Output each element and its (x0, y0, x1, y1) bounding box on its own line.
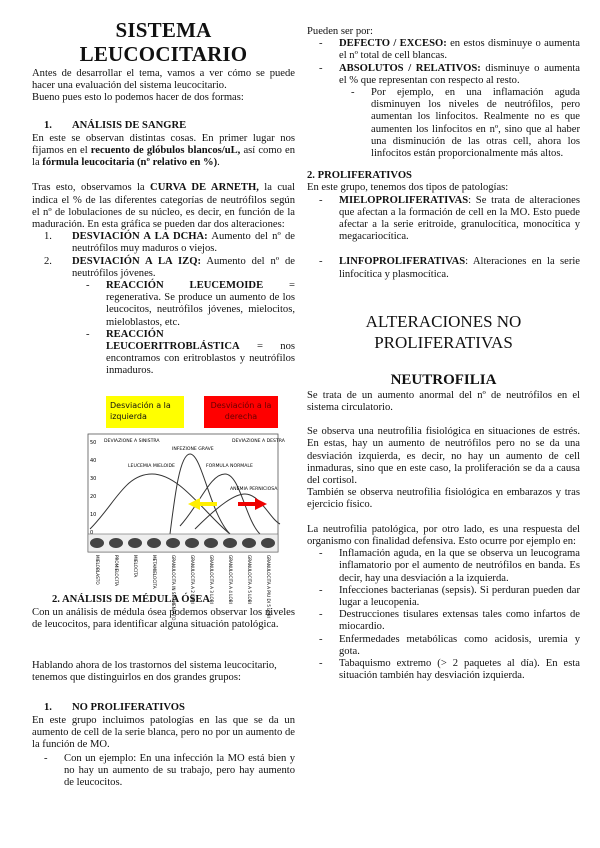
sub-item (74, 280, 295, 329)
y-tick-label: 40 (90, 457, 97, 464)
causes-block (307, 26, 580, 160)
text: : Alteraciones en la serie linfocítica y plasmocítica. (339, 256, 580, 280)
section-heading-prolif: 2. PROLIFERATIVOS (307, 170, 412, 182)
y-tick-label: 20 (90, 493, 97, 500)
section-heading-marrow: 2. ANÁLISIS DE MÉDULA ÓSEA (52, 593, 211, 605)
arneth-paragraph (32, 182, 295, 231)
nonprolif-example (32, 753, 295, 790)
bold-text: DESVIACIÓN A LA IZQ: (72, 255, 201, 267)
text: = nos encontramos con eritroblastos y neutrófilos inmaduros. (106, 341, 295, 377)
bold-text: DESVIACIÓN A LA DCHA: (72, 231, 208, 243)
text: Enfermedades metabólicas como acidosis, uremia y gota. (339, 633, 580, 657)
cell-label: METAMIELOCITA (152, 554, 157, 589)
causes-intro: Pueden ser por: (307, 26, 373, 37)
sub-item (307, 87, 580, 160)
bold-text: recuento de glóbulos blancos/uL, (90, 145, 241, 157)
cell-icon (147, 538, 161, 548)
curve-label: DEVIAZIONE A SINISTRA (104, 438, 160, 444)
prolif-list (307, 195, 580, 281)
dash: - (86, 280, 90, 292)
left-shift-label: Desviación a la izquierda (106, 396, 184, 428)
text: Inflamación aguda, en la que se observa un leucograma inflamatorio por el aumento de neutrófilos en banda. Es decir, hay una desviación a la izquierda. (339, 548, 580, 584)
right-arrow (238, 498, 267, 510)
right-shift-label: Desviación a la derecha (204, 396, 278, 428)
text: la cual indica el % de las diferentes categorías de neutrófilos según el nº de lobulaciones de su núcleo, es decir, en función de la maduración. En esta gráfica se pueden dar dos alteraciones: (32, 182, 295, 231)
cell-icon (261, 538, 275, 548)
prolif-intro: En este grupo, tenemos dos tipos de patologías: (307, 182, 509, 194)
bold-text: MIELOPROLIFERATIVAS (339, 194, 469, 206)
cell-label: PROMIELOCITA (114, 554, 119, 586)
list-item (307, 256, 580, 280)
list-item (307, 658, 580, 682)
neutrofilia-p1: Se trata de un aumento anormal del nº de neutrófilos en el sistema circulatorio. (307, 389, 580, 414)
bold-text: LINFOPROLIFERATIVAS (339, 256, 466, 268)
dash: - (319, 256, 323, 268)
section-title: NO PROLIFERATIVOS (72, 701, 185, 713)
cell-label: GRANULOCITA A 4 LOBI (228, 554, 233, 604)
cell-icon (204, 538, 218, 548)
y-tick-label: 30 (90, 475, 97, 482)
section-heading-nonprolif (32, 702, 295, 714)
cell-icon (223, 538, 237, 548)
cell-icon (128, 538, 142, 548)
text: Con un ejemplo: En una infección la MO está bien y no hay un aumento de su trabajo, pero hay aumento de leucocitos. (64, 752, 295, 788)
section-number: 1. (44, 701, 52, 713)
disorders-paragraph: Hablando ahora de los trastornos del sistema leucocitario, tenemos que distinguirlos en dos grandes grupos: (32, 660, 277, 684)
section-number: 1. (44, 119, 52, 131)
item-number: 1. (44, 231, 52, 243)
neutrofilia-p4: La neutrofilia patológica, por otro lado, es una respuesta del organismo con finalidad defensiva. Esto ocurre por ejemplo en: (307, 523, 580, 547)
heading-neutrofilia: NEUTROFILIA (390, 371, 497, 388)
nonprolif-paragraph: En este grupo incluimos patologías en las que se da un aumento de cell de la serie blanca, pero no por un aumento de la función de MO. (32, 714, 295, 751)
cell-icon (185, 538, 199, 548)
list-item (32, 256, 295, 280)
text: Aumento del nº de neutrófilos muy maduros o viejos. (72, 231, 295, 255)
cell-label: GRANULOCITA A 5 LOBI (247, 554, 252, 604)
dash: - (86, 328, 90, 340)
cell-label: GRANULOCITA A PIU DI 5 LOBI (266, 554, 271, 618)
cell-label: GRANULOCITA A 2 LOBI (190, 554, 195, 604)
dash: - (44, 752, 48, 764)
sub-item (74, 329, 295, 378)
intro (32, 68, 295, 105)
dash: - (319, 548, 323, 560)
dash: - (351, 87, 355, 99)
cell-label: GRANULOCITA IN SEGMENTATO (171, 554, 176, 621)
neutrofilia-p3: También se observa neutrofilia fisiológica en embarazos y tras ejercicio físico. (307, 487, 580, 511)
curve-label: LEUCEMIA MIELOIDE (128, 463, 175, 469)
text: = regenerativa. Se produce un aumento de los leucocitos, neutrófilos jóvenes, mielocitos, mieloblastos, etc. (106, 280, 295, 328)
intro-text: Antes de desarrollar el tema, vamos a ver cómo se puede hacer una evaluación del sistema leucocitario. (32, 68, 295, 92)
y-tick-label: 10 (90, 511, 97, 518)
blood-paragraph (32, 133, 295, 170)
curve-label: INFEZIONE GRAVE (172, 446, 214, 452)
alterations-list (32, 231, 295, 377)
text: Por ejemplo, en una inflamación aguda disminuyen los niveles de neutrófilos, pero aumentan los linfocitos. Realmente no es que aumenten los linfocitos en nº, sino que al haber una disminución de las otras cell, ahora los linfocitos están proporcionalmente más altos. (371, 87, 580, 160)
bold-text: DEFECTO / EXCESO: (339, 38, 447, 50)
text: Tabaquismo extremo (> 2 paquetes al día). En esta situación también hay desviación izquierda. (339, 657, 580, 682)
text: . (217, 157, 220, 169)
dash: - (319, 194, 323, 206)
left-arrow (188, 498, 217, 510)
text: : Se trata de alteraciones que afectan a la formación de cell en la MO. Esto puede afectar a la serie eritroide, granulocítica, monocítica y megacariocítica. (339, 194, 580, 243)
list-item (307, 634, 580, 658)
bold-text: CURVA DE ARNETH, (150, 182, 259, 194)
text: Tras esto, observamos la (32, 182, 151, 194)
intro-text-2: Bueno pues esto lo podemos hacer de dos formas: (32, 92, 244, 104)
dash: - (319, 62, 323, 74)
text: En este se observan distintas cosas. En primer lugar nos fijamos en el (32, 132, 295, 157)
dash: - (319, 38, 323, 50)
neutrofilia-p2: Se observa una neutrofilia fisiológica en situaciones de estrés. En estas, hay un aumento de neutrófilos pero no se da una desviación izquierda, es decir, no hay un aumento de cell inmaduras, sino que en este caso, la proliferación se da a causa del cortisol. (307, 426, 580, 487)
cell-icon (166, 538, 180, 548)
text: en estos disminuye o aumenta el nº total de cell blancas. (339, 38, 580, 62)
y-tick-label: 0 (90, 529, 94, 536)
item-number: 2. (44, 255, 52, 267)
section-heading-blood (32, 120, 295, 132)
dash: - (319, 633, 323, 645)
curve-label: FORMULA NORMALE (206, 463, 253, 469)
page-title: SISTEMA LEUCOCITARIO (79, 18, 248, 66)
curve-label: ANEMIA PERNICIOSA (230, 486, 278, 492)
pathological-list (307, 548, 580, 682)
text: disminuye o aumenta el % que representan con respecto al resto. (339, 62, 581, 86)
cell-icon (109, 538, 123, 548)
heading-alteraciones: ALTERACIONES NO PROLIFERATIVAS (365, 311, 522, 352)
text: así como en la (32, 145, 295, 169)
cell-icon (90, 538, 104, 548)
right-column (307, 0, 580, 682)
bold-text: fórmula leucocitaria (nº relativo en %) (42, 157, 218, 169)
marrow-paragraph: Con un análisis de médula ósea podemos observar los niveles de leucocitos, para identificar alguna situación patológica. (32, 606, 295, 631)
cell-label: MIELOCITA (133, 554, 138, 577)
list-item (307, 609, 580, 633)
curve-label: DEVIAZIONE A DESTRA (232, 438, 285, 444)
section-title: ANÁLISIS DE SANGRE (72, 119, 187, 131)
list-item (307, 585, 580, 609)
dash: - (319, 657, 323, 669)
bold-text: REACCIÓN LEUCEMOIDE (106, 280, 264, 292)
cell-label: MIELOBLASTO (95, 554, 100, 585)
list-item (307, 38, 580, 62)
list-item (307, 63, 580, 87)
list-item (32, 231, 295, 255)
text: Aumento del nº de neutrófilos jóvenes. (72, 255, 295, 279)
list-item (307, 195, 580, 244)
dash: - (319, 609, 323, 621)
cell-icon (242, 538, 256, 548)
bold-text: REACCIÓN LEUCOERITROBLÁSTICA (106, 328, 240, 353)
y-tick-label: 50 (90, 439, 97, 446)
left-column (32, 0, 295, 789)
text: Destrucciones tisulares extensas tales como infartos de miocardio. (339, 609, 580, 633)
cell-label: GRANULOCITA A 3 LOBI (209, 554, 214, 604)
text: Infecciones bacterianas (sepsis). Si perduran pueden dar lugar a leucopenia. (339, 584, 580, 608)
curve-anemia (195, 494, 280, 529)
list-item (307, 548, 580, 585)
dash: - (319, 584, 323, 596)
bold-text: ABSOLUTOS / RELATIVOS: (339, 62, 481, 74)
